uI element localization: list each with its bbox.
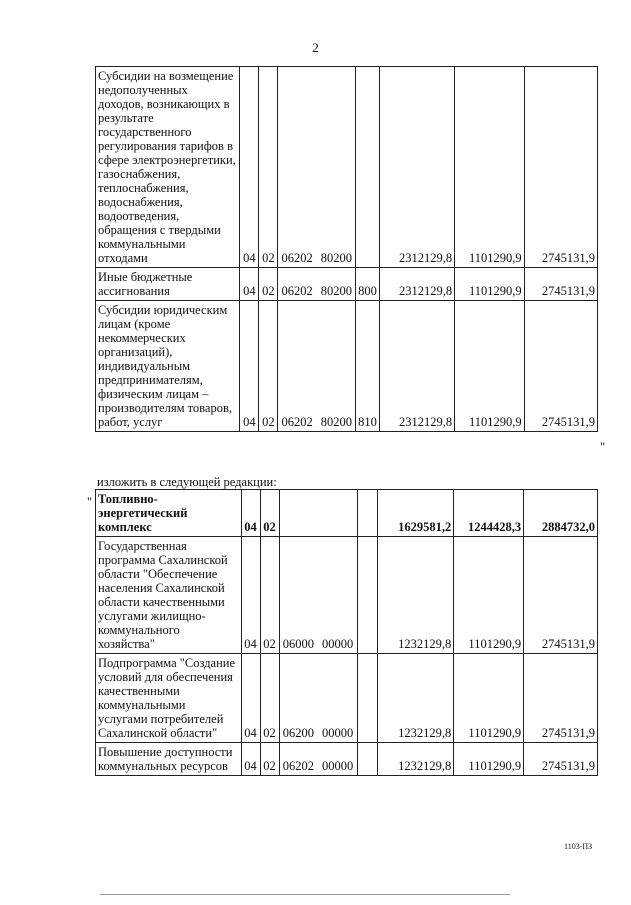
table-row xyxy=(96,490,598,537)
amount-year-2: 1101290,9 xyxy=(454,743,524,776)
name-line: условий для обеспечения xyxy=(98,670,233,684)
row-name xyxy=(96,67,240,268)
amount-year-3: 2745131,9 xyxy=(524,537,598,654)
name-line: водоснабжения, xyxy=(98,195,183,209)
name-line: услугами потребителей xyxy=(98,712,224,726)
name-line: результате xyxy=(98,111,154,125)
instruction-text: изложить в следующей редакции: xyxy=(97,475,277,489)
subsection-code: 02 xyxy=(259,268,278,301)
section-code: 04 xyxy=(241,537,260,654)
table-row xyxy=(96,67,598,268)
table-row xyxy=(96,537,598,654)
amount-year-2: 1101290,9 xyxy=(454,537,524,654)
row-name xyxy=(96,268,240,301)
amount-year-2: 1101290,9 xyxy=(455,301,524,432)
name-line: комплекс xyxy=(98,520,152,534)
name-line: коммунальных ресурсов xyxy=(98,759,228,773)
name-line: области качественными xyxy=(98,595,225,609)
name-line: населения Сахалинской xyxy=(98,581,225,595)
name-line: Субсидии на возмещение xyxy=(98,69,234,83)
subsection-code: 02 xyxy=(260,537,279,654)
table-row xyxy=(96,268,598,301)
amount-year-2: 1101290,9 xyxy=(455,67,524,268)
expense-type-code xyxy=(357,537,378,654)
target-article-code xyxy=(278,301,356,432)
subsection-code: 02 xyxy=(259,301,278,432)
name-line: коммунального xyxy=(98,623,180,637)
section-code: 04 xyxy=(241,743,260,776)
name-line: энергетический xyxy=(98,506,188,520)
amount-year-1: 1232129,8 xyxy=(378,743,454,776)
name-line: Повышение доступности xyxy=(98,745,233,759)
section-code: 04 xyxy=(240,67,259,268)
amount-year-1: 2312129,8 xyxy=(379,268,454,301)
row-name xyxy=(96,537,242,654)
opening-quote: " xyxy=(87,495,93,509)
name-line: регулирования тарифов в xyxy=(98,139,233,153)
budget-table-new xyxy=(95,489,598,776)
amount-year-2: 1101290,9 xyxy=(454,654,524,743)
row-name xyxy=(96,490,242,537)
table-row xyxy=(96,654,598,743)
program-code: 06202 xyxy=(281,284,313,298)
row-name xyxy=(96,301,240,432)
name-line: качественными xyxy=(98,684,180,698)
name-line: Сахалинской области" xyxy=(98,726,218,740)
section-code: 04 xyxy=(241,654,260,743)
name-line: области "Обеспечение xyxy=(98,567,218,581)
name-line: Топливно- xyxy=(98,492,158,506)
direction-code: 00000 xyxy=(322,637,354,651)
name-line: государственного xyxy=(98,125,192,139)
expense-type-code xyxy=(357,490,378,537)
name-line: ассигнования xyxy=(98,284,170,298)
name-line: водоотведения, xyxy=(98,209,180,223)
section-code: 04 xyxy=(240,301,259,432)
amount-year-2: 1101290,9 xyxy=(455,268,524,301)
name-line: лицам (кроме xyxy=(98,317,171,331)
target-article-code xyxy=(279,537,357,654)
direction-code: 00000 xyxy=(322,759,354,773)
program-code: 06000 xyxy=(282,637,315,651)
name-line: газоснабжения, xyxy=(98,167,181,181)
amount-year-2: 1244428,3 xyxy=(454,490,524,537)
program-code: 06202 xyxy=(281,415,313,429)
expense-type-code: 800 xyxy=(356,268,380,301)
direction-code: 80200 xyxy=(320,415,352,429)
section-code: 04 xyxy=(241,490,260,537)
amount-year-3: 2745131,9 xyxy=(524,743,598,776)
direction-code: 00000 xyxy=(322,726,354,740)
amount-year-1: 2312129,8 xyxy=(379,301,454,432)
target-article-code xyxy=(279,743,357,776)
row-name xyxy=(96,743,242,776)
target-article-code xyxy=(278,268,356,301)
program-code: 06202 xyxy=(282,759,315,773)
direction-code: 80200 xyxy=(320,251,352,265)
target-article-code xyxy=(279,490,357,537)
document-code: 1103-ПЗ xyxy=(564,842,593,851)
subsection-code: 02 xyxy=(260,743,279,776)
program-code: 06202 xyxy=(281,251,313,265)
name-line: обращения с твердыми xyxy=(98,223,221,237)
table-row xyxy=(96,743,598,776)
name-line: организаций), xyxy=(98,345,173,359)
name-line: физическим лицам – xyxy=(98,387,209,401)
name-line: коммунальными xyxy=(98,698,186,712)
name-line: услугами жилищно- xyxy=(98,609,206,623)
name-line: коммунальными xyxy=(98,237,186,251)
amount-year-3: 2884732,0 xyxy=(524,490,598,537)
name-line: программа Сахалинской xyxy=(98,553,228,567)
name-line: теплоснабжения, xyxy=(98,181,189,195)
amount-year-1: 2312129,8 xyxy=(379,67,454,268)
name-line: Иные бюджетные xyxy=(98,270,193,284)
budget-table-old xyxy=(95,66,598,432)
subsection-code: 02 xyxy=(259,67,278,268)
expense-type-code xyxy=(356,67,380,268)
name-line: некоммерческих xyxy=(98,331,186,345)
expense-type-code: 810 xyxy=(356,301,380,432)
name-line: предпринимателям, xyxy=(98,373,203,387)
amount-year-3: 2745131,9 xyxy=(524,67,597,268)
name-line: хозяйства" xyxy=(98,637,155,651)
name-line: недополученных xyxy=(98,83,188,97)
expense-type-code xyxy=(357,654,378,743)
subsection-code: 02 xyxy=(260,654,279,743)
amount-year-1: 1232129,8 xyxy=(378,537,454,654)
amount-year-3: 2745131,9 xyxy=(524,301,597,432)
target-article-code xyxy=(278,67,356,268)
program-code: 06200 xyxy=(282,726,315,740)
section-code: 04 xyxy=(240,268,259,301)
target-article-code xyxy=(279,654,357,743)
name-line: Государственная xyxy=(98,539,187,553)
expense-type-code xyxy=(357,743,378,776)
row-name xyxy=(96,654,242,743)
scan-edge-line xyxy=(100,894,510,895)
name-line: производителям товаров, xyxy=(98,401,232,415)
name-line: доходов, возникающих в xyxy=(98,97,230,111)
name-line: индивидуальным xyxy=(98,359,191,373)
closing-quote: " xyxy=(600,440,606,454)
name-line: Субсидии юридическим xyxy=(98,303,228,317)
amount-year-3: 2745131,9 xyxy=(524,654,598,743)
table-row xyxy=(96,301,598,432)
name-line: работ, услуг xyxy=(98,415,163,429)
name-line: сфере электроэнергетики, xyxy=(98,153,236,167)
direction-code: 80200 xyxy=(320,284,352,298)
page-number: 2 xyxy=(312,40,319,55)
amount-year-1: 1232129,8 xyxy=(378,654,454,743)
subsection-code: 02 xyxy=(260,490,279,537)
name-line: Подпрограмма "Создание xyxy=(98,656,236,670)
amount-year-1: 1629581,2 xyxy=(378,490,454,537)
name-line: отходами xyxy=(98,251,148,265)
amount-year-3: 2745131,9 xyxy=(524,268,597,301)
